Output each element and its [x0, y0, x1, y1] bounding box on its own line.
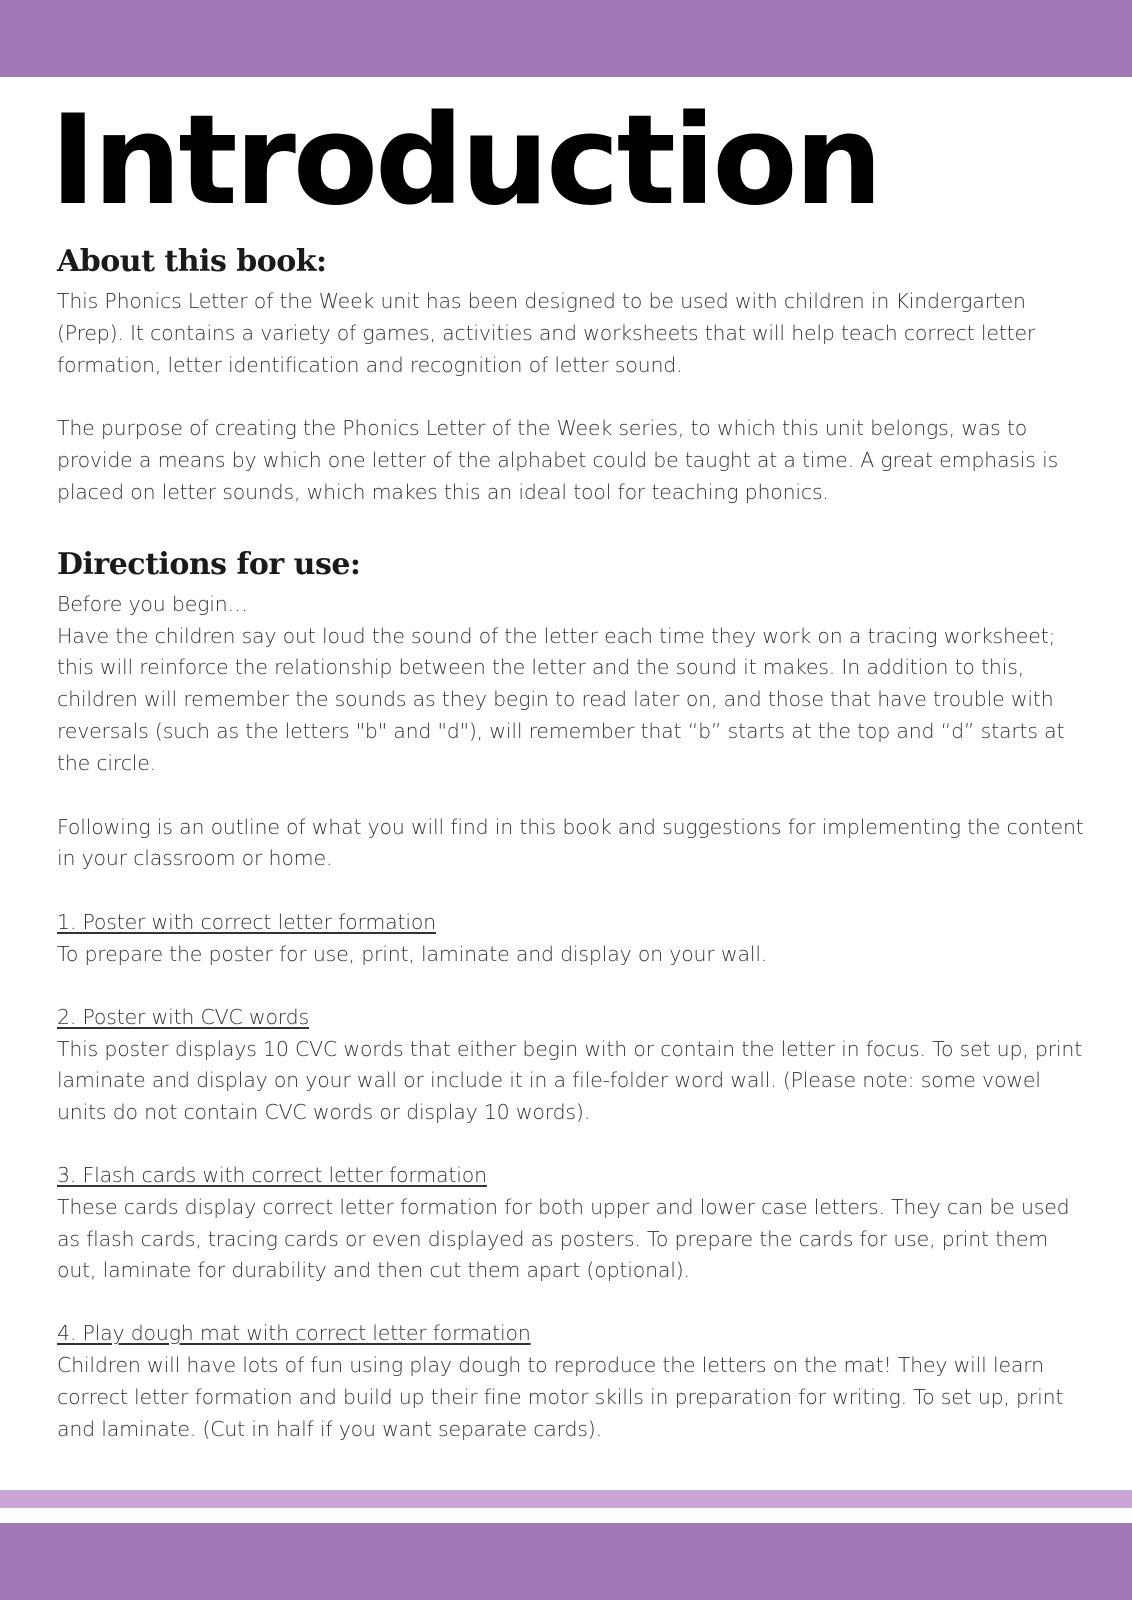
item-text: Children will have lots of fun using play dough to reproduce the letters on the mat! They will learn correct letter formation and build up their fine motor skills in preparation for writing. To set up, print and laminate. (Cut in half if you want separate cards). — [57, 1352, 1064, 1441]
page-title: Introduction — [50, 89, 880, 233]
item-title: 4. Play dough mat with correct letter formation — [57, 1321, 531, 1346]
about-paragraph-1: This Phonics Letter of the Week unit has been designed to be used with children in Kindergarten (Prep). It contains a variety of games, activities and worksheets that will help teach correct letter formation, letter identification and recognition of letter sound. — [57, 289, 1036, 377]
bottom-decorative-band — [0, 1523, 1132, 1600]
item-title: 1. Poster with correct letter formation — [57, 910, 436, 935]
item-title: 3. Flash cards with correct letter formation — [57, 1162, 487, 1187]
list-item — [57, 1318, 1087, 1445]
top-decorative-band — [0, 0, 1132, 77]
before-you-begin-text: Have the children say out loud the sound of the letter each time they work on a tracing worksheet; this will reinforce the relationship between the letter and the sound it makes. In addition to this, children will remember the sounds as they begin to read later on, and those that have trouble with reversals (such as the letters "b" and "d"), will remember that “b” starts at the top and “d” starts at the circle. — [57, 623, 1065, 775]
list-item — [57, 907, 1087, 971]
content-body — [57, 238, 1087, 1476]
directions-heading: Directions for use: — [57, 546, 361, 582]
list-item — [57, 1160, 1087, 1287]
outline-text: Following is an outline of what you will find in this book and suggestions for implementing the content in your classroom or home. — [57, 814, 1084, 871]
list-item — [57, 1002, 1087, 1129]
before-you-begin-label: Before you begin… — [57, 591, 248, 616]
bottom-thin-band — [0, 1490, 1132, 1508]
about-heading: About this book: — [57, 244, 327, 279]
item-text: This poster displays 10 CVC words that either begin with or contain the letter in focus. To set up, print laminate and display on your wall or include it in a file-folder word wall. (Please note: some vowel units do not contain CVC words or display 10 words). — [57, 1036, 1083, 1125]
item-title: 2. Poster with CVC words — [57, 1004, 309, 1029]
about-paragraph-2: The purpose of creating the Phonics Letter of the Week series, to which this unit belongs, was to provide a means by which one letter of the alphabet could be taught at a time. A great emphasis is placed on letter sounds, which makes this an ideal tool for teaching phonics. — [57, 416, 1059, 504]
item-text: To prepare the poster for use, print, laminate and display on your wall. — [57, 941, 768, 966]
item-text: These cards display correct letter formation for both upper and lower case letters. They can be used as flash cards, tracing cards or even displayed as posters. To prepare the cards for use, print them out, laminate for durability and then cut them apart (optional). — [57, 1194, 1070, 1283]
